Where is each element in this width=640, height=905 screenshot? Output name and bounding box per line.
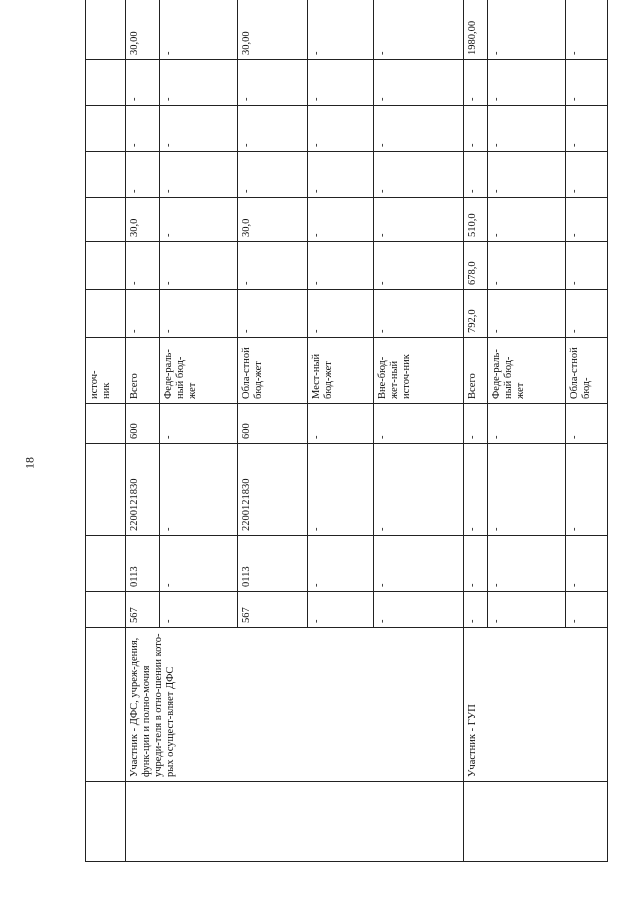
cell: 567 [238, 592, 308, 628]
cell: - [374, 290, 464, 338]
cell: - [308, 536, 374, 592]
cell: 600 [126, 404, 160, 444]
cell: - [308, 404, 374, 444]
cell: 30,0 [126, 198, 160, 242]
cell: - [160, 242, 238, 290]
cell: 0113 [238, 536, 308, 592]
cell: 30,0 [238, 198, 308, 242]
cell: - [374, 60, 464, 106]
cell: - [308, 592, 374, 628]
cell: - [160, 198, 238, 242]
cell: - [160, 444, 238, 536]
table-header-row [86, 0, 126, 862]
cell: - [566, 592, 608, 628]
cell: - [308, 152, 374, 198]
budget-table [85, 0, 608, 862]
cell: - [308, 444, 374, 536]
cell: 30,00 [126, 0, 160, 60]
cell: - [374, 536, 464, 592]
cell: - [464, 444, 488, 536]
cell: - [126, 152, 160, 198]
cell: - [160, 290, 238, 338]
cell: - [160, 0, 238, 60]
cell: - [566, 60, 608, 106]
cell: 600 [238, 404, 308, 444]
cell: - [566, 242, 608, 290]
cell: - [308, 290, 374, 338]
cell: - [308, 106, 374, 152]
cell: - [488, 152, 566, 198]
cell: 30,00 [238, 0, 308, 60]
cell: - [374, 106, 464, 152]
cell: - [374, 592, 464, 628]
cell: - [374, 444, 464, 536]
cell: 678,0 [464, 242, 488, 290]
cell: - [238, 106, 308, 152]
cell: - [566, 444, 608, 536]
cell: 510,0 [464, 198, 488, 242]
cell: - [488, 444, 566, 536]
cell: 2200121830 [126, 444, 160, 536]
cell: Вне-бюд-жет-ный источ-ник [374, 338, 464, 404]
cell: - [374, 0, 464, 60]
cell: - [488, 0, 566, 60]
cell: - [308, 198, 374, 242]
cell: - [308, 60, 374, 106]
cell: - [126, 106, 160, 152]
cell: - [126, 290, 160, 338]
cell: 1980,00 [464, 0, 488, 60]
cell: - [238, 152, 308, 198]
cell: - [374, 404, 464, 444]
participant-gup-name: Участник - ГУП [464, 628, 608, 782]
cell: - [160, 152, 238, 198]
cell: - [160, 536, 238, 592]
cell: - [488, 290, 566, 338]
cell: - [238, 242, 308, 290]
participant-dfs-name: Участник - ДФС, учреж-дения, функ-ции и полно-мочия учреди-теля в отно-шении кото-рых осущест-вляет ДФС [126, 628, 464, 782]
cell: - [126, 60, 160, 106]
cell: - [488, 198, 566, 242]
cell: Феде-раль-ный бюд-жет [160, 338, 238, 404]
cell: - [126, 242, 160, 290]
cell: - [488, 242, 566, 290]
cell: 567 [126, 592, 160, 628]
cell: Феде-раль-ный бюд-жет [488, 338, 566, 404]
cell: - [464, 106, 488, 152]
cell: - [566, 106, 608, 152]
cell: - [488, 592, 566, 628]
cell: - [160, 106, 238, 152]
source-header: источ- ник [86, 338, 126, 404]
table-row [126, 0, 160, 862]
cell: - [464, 404, 488, 444]
cell: - [374, 152, 464, 198]
cell: - [566, 152, 608, 198]
cell: - [374, 242, 464, 290]
cell: - [566, 0, 608, 60]
cell: - [160, 60, 238, 106]
cell: - [464, 60, 488, 106]
cell: - [374, 198, 464, 242]
budget-table-sheet [85, 20, 607, 862]
cell: 2200121830 [238, 444, 308, 536]
cell: - [238, 290, 308, 338]
cell: Всего [126, 338, 160, 404]
cell: - [238, 60, 308, 106]
cell: - [566, 404, 608, 444]
cell: - [488, 536, 566, 592]
cell: - [308, 0, 374, 60]
cell: - [464, 592, 488, 628]
cell: - [566, 290, 608, 338]
cell: 0113 [126, 536, 160, 592]
cell: 792,0 [464, 290, 488, 338]
cell: - [308, 242, 374, 290]
cell: Обла-стной бюд-жет [238, 338, 308, 404]
cell: - [566, 536, 608, 592]
cell: Всего [464, 338, 488, 404]
page-number: 18 [22, 457, 37, 469]
cell: - [488, 60, 566, 106]
cell: - [488, 106, 566, 152]
cell: Обла-стной бюд- [566, 338, 608, 404]
cell: - [160, 404, 238, 444]
cell: - [464, 152, 488, 198]
cell: - [488, 404, 566, 444]
cell: - [160, 592, 238, 628]
table-row [464, 0, 488, 862]
cell: - [566, 198, 608, 242]
cell: Мест-ный бюд-жет [308, 338, 374, 404]
cell: - [464, 536, 488, 592]
